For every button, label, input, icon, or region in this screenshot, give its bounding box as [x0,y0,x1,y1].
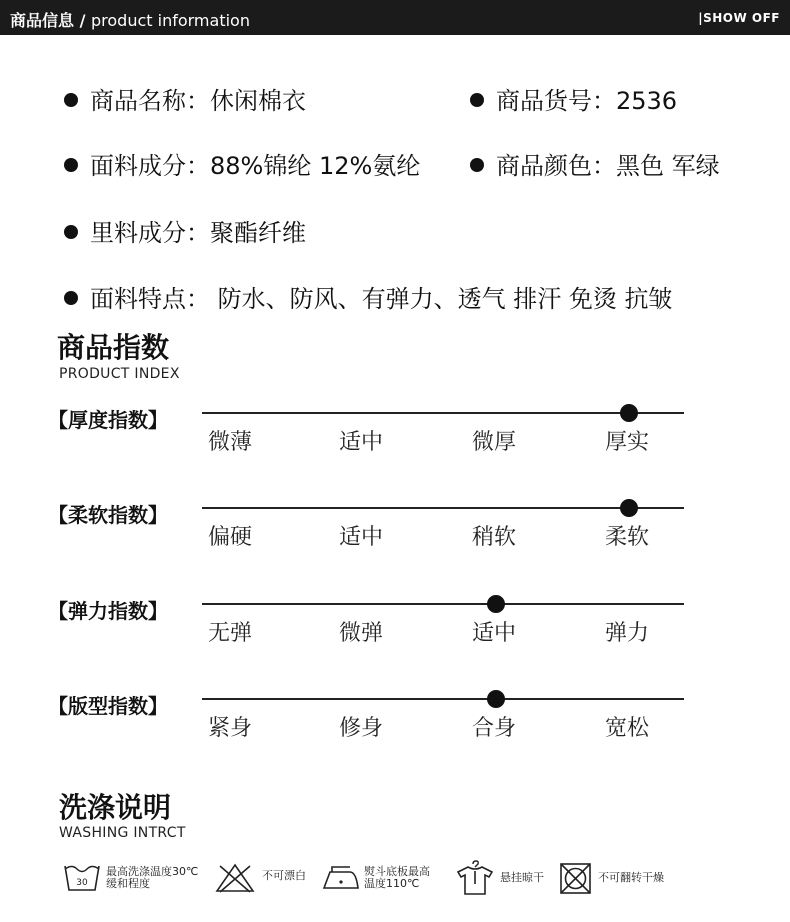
index-level-dot [620,499,638,517]
index-option: 无弹 [208,621,253,646]
header-title-cn: 商品信息 / [10,11,86,30]
bullet-icon [64,291,78,305]
wash-30-icon [62,860,102,896]
info-features-text: 面料特点： 防水、防风、有弹力、透气 排汗 免烫 抗皱 [90,285,673,313]
index-option: 宽松 [605,716,650,741]
info-code [470,86,677,116]
care-text: 温度110℃ [364,877,420,890]
index-option: 紧身 [208,716,253,741]
care-text: 悬挂晾干 [500,871,544,884]
care-text: 缓和程度 [106,877,150,890]
care-text: 熨斗底板最高 [364,865,430,878]
info-lining-text: 里料成分：聚酯纤维 [90,219,306,247]
index-scale-line [202,698,684,700]
info-color [470,151,720,181]
care-wash [62,860,212,900]
care-hang [454,860,554,900]
info-color-text: 商品颜色：黑色 军绿 [496,152,720,180]
care-text: 不可漂白 [262,869,306,882]
index-option: 弹力 [605,621,650,646]
bullet-icon [470,93,484,107]
info-fabric [64,151,420,181]
index-label: 【弹力指数】 [48,599,168,623]
index-option: 修身 [339,716,384,741]
index-level-dot [487,690,505,708]
header-title [10,8,250,31]
index-level-dot [620,404,638,422]
index-option: 适中 [472,621,517,646]
no-tumble-dry-icon [558,860,594,896]
index-option: 适中 [339,430,384,455]
hang-dry-icon [454,860,496,896]
index-scale-line [202,507,684,509]
info-features [64,284,673,314]
info-name [64,86,306,116]
washing-subtitle: WASHING INTRCT [59,825,186,841]
info-lining [64,218,306,248]
info-fabric-text: 面料成分：88%锦纶 12%氨纶 [90,152,421,180]
product-index-title: 商品指数 [57,331,170,364]
bullet-icon [64,93,78,107]
index-label: 【柔软指数】 [48,503,168,527]
index-option: 微弹 [339,621,384,646]
iron-icon [320,860,362,896]
index-level-dot [487,595,505,613]
index-option: 微薄 [208,430,253,455]
care-bleach [214,860,324,900]
no-bleach-icon [214,860,256,896]
care-tumble [558,860,688,900]
wash-temp-number: 30 [76,878,88,888]
index-option: 偏硬 [208,525,253,550]
index-scale-line [202,412,684,414]
index-option: 稍软 [472,525,517,550]
index-scale-line [202,603,684,605]
bullet-icon [64,225,78,239]
washing-title: 洗涤说明 [59,791,172,824]
care-iron [320,860,450,900]
info-name-text: 商品名称：休闲棉衣 [90,87,306,115]
index-option: 微厚 [472,430,517,455]
header-bar [0,0,790,35]
bullet-icon [470,158,484,172]
header-title-en: product information [91,11,250,30]
bullet-icon [64,158,78,172]
product-index-subtitle: PRODUCT INDEX [59,366,180,382]
index-label: 【厚度指数】 [48,408,168,432]
show-off-label: |SHOW OFF [698,11,780,25]
index-option: 合身 [472,716,517,741]
index-label: 【版型指数】 [48,694,168,718]
info-code-text: 商品货号：2536 [496,87,678,115]
index-option: 厚实 [605,430,650,455]
index-option: 适中 [339,525,384,550]
index-option: 柔软 [605,525,650,550]
care-text: 最高洗涤温度30℃ [106,865,199,878]
care-text: 不可翻转干燥 [598,871,664,884]
